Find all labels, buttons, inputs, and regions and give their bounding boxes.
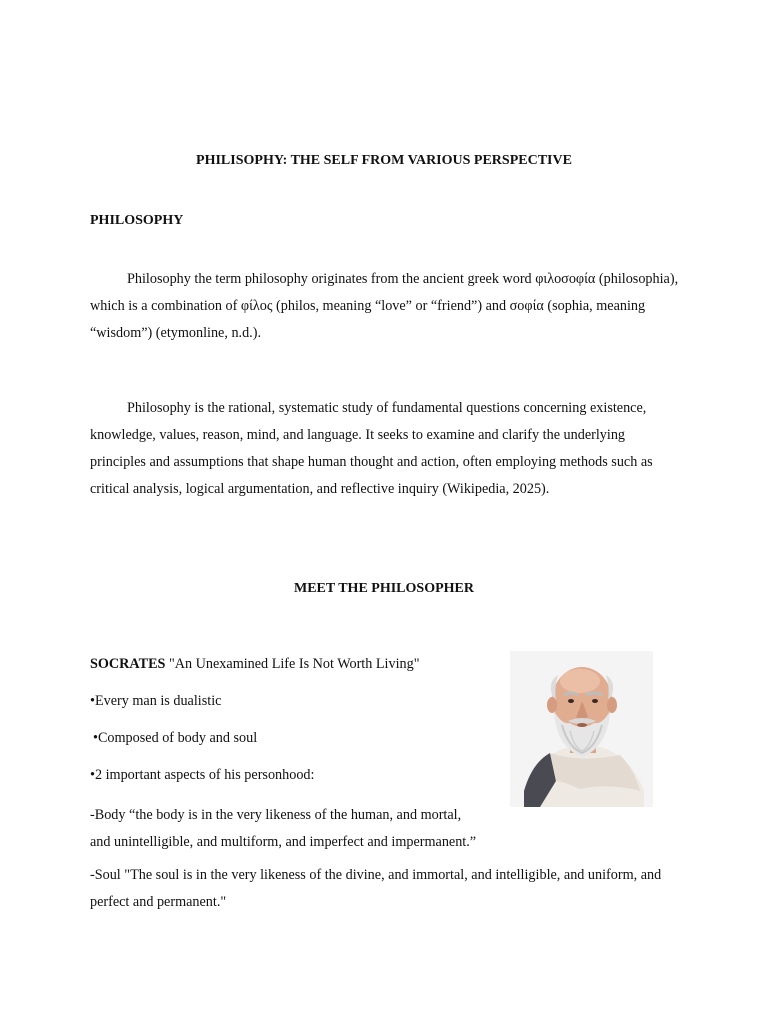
paragraph-definition: Philosophy is the rational, systematic study of fundamental questions concerning existence, knowledge, values, reason, mind, and language. It seeks to examine and clarify the underlying principles and assumptions that shape human thought and action, often employing methods such as critical analysis, logical argumentation, and reflective inquiry (Wikipedia, 2025). bbox=[90, 400, 653, 497]
socrates-portrait-icon bbox=[510, 651, 653, 807]
bullet-aspects: •2 important aspects of his personhood: bbox=[90, 767, 315, 783]
socrates-title-line bbox=[90, 655, 420, 673]
socrates-portrait-image bbox=[510, 651, 653, 807]
soul-quote: -Soul "The soul is in the very likeness of the divine, and immortal, and intelligible, and uniform, and perfect and permanent." bbox=[90, 867, 662, 910]
body-quote-line-2: and unintelligible, and multiform, and imperfect and impermanent.” bbox=[90, 834, 477, 850]
body-quote-line-1: -Body “the body is in the very likeness of the human, and mortal, bbox=[90, 807, 462, 823]
bullet-dualistic: •Every man is dualistic bbox=[90, 693, 222, 709]
philosopher-heading: MEET THE PHILOSOPHER bbox=[294, 581, 474, 596]
section-heading-philosophy: PHILOSOPHY bbox=[90, 213, 184, 228]
socrates-quote: "An Unexamined Life Is Not Worth Living" bbox=[165, 656, 420, 672]
body-quote bbox=[90, 802, 510, 856]
document-title: PHILISOPHY: THE SELF FROM VARIOUS PERSPECTIVE bbox=[196, 153, 572, 168]
paragraph-etymology: Philosophy the term philosophy originates from the ancient greek word φιλοσοφία (philosophia), which is a combination of φίλος (philos, meaning “love” or “friend”) and σοφία (sophia, meaning “wisdom”) (etymonline, n.d.). bbox=[90, 271, 679, 341]
socrates-name: SOCRATES bbox=[90, 656, 166, 672]
bullet-body-soul: •Composed of body and soul bbox=[93, 730, 258, 746]
